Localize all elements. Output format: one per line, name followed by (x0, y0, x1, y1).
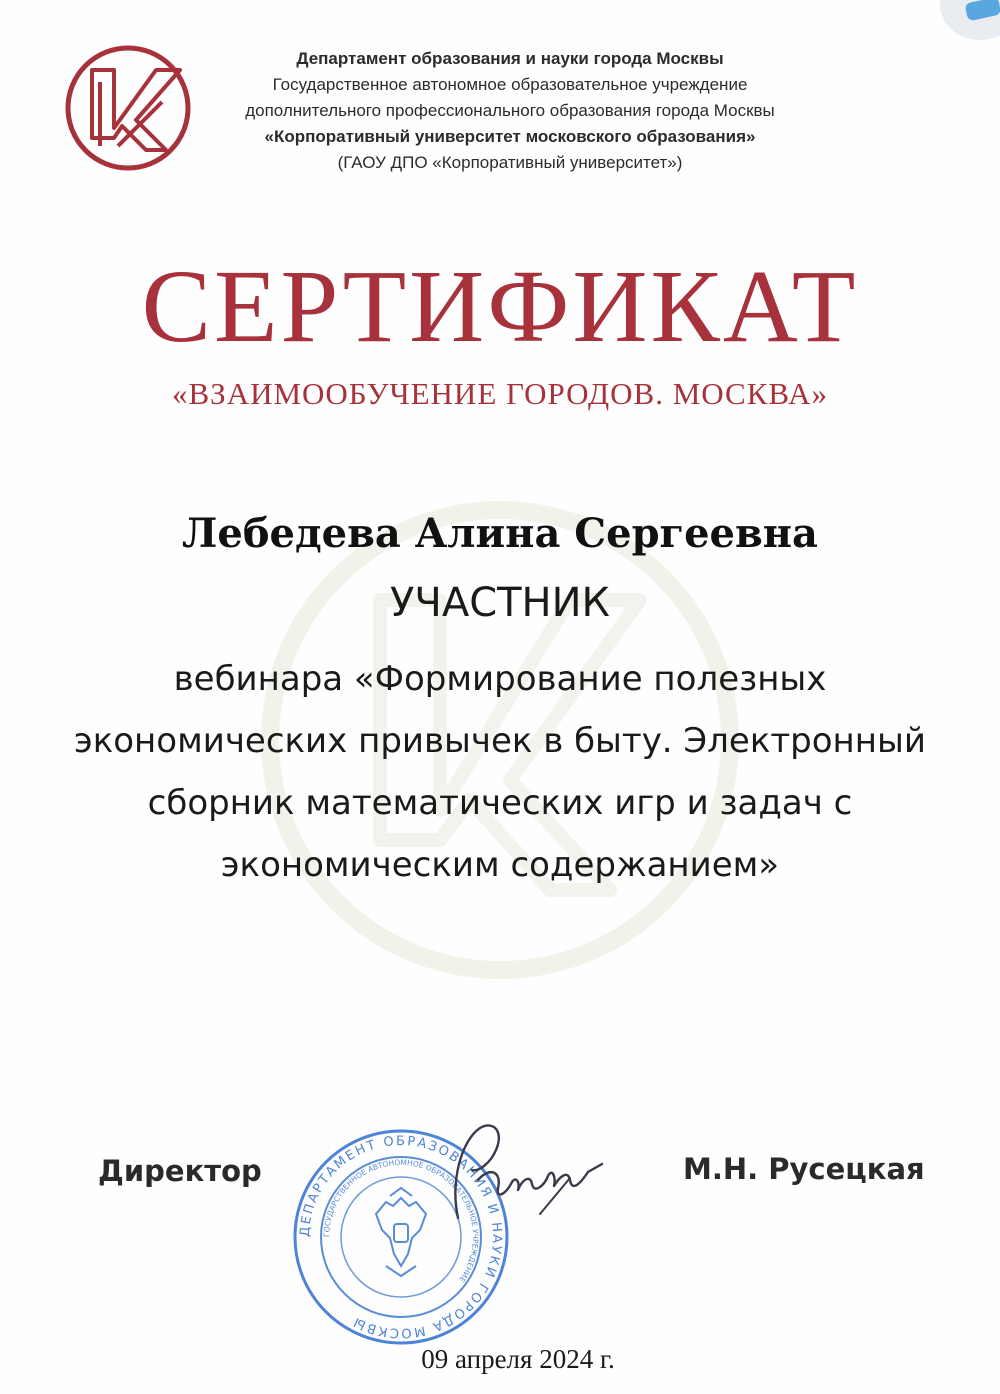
department-name: Департамент образования и науки города Москвы (296, 49, 724, 68)
event-line: сборник математических игр и задач с (147, 783, 853, 823)
event-line: экономическим содержанием» (220, 845, 780, 885)
institution-scope: дополнительного профессионального образования города Москвы (245, 101, 775, 120)
institution-type: Государственное автономное образовательное учреждение (272, 75, 748, 94)
event-line: экономических привычек в быту. Электронный (74, 721, 926, 761)
certificate-subtitle: «ВЗАИМООБУЧЕНИЕ ГОРОДОВ. МОСКВА» (171, 376, 829, 411)
institution-name: «Корпоративный университет московского образования» (264, 127, 756, 146)
signatory-position: Директор (98, 1154, 262, 1188)
organization-header (200, 46, 820, 176)
director-signature-icon (420, 1110, 620, 1230)
recipient-name: Лебедева Алина Сергеевна (182, 510, 818, 557)
stamp-outer-text: ДЕПАРТАМЕНТ ОБРАЗОВАНИЯ И НАУКИ ГОРОДА МОСКВЫ (297, 1133, 505, 1341)
stamp-inner-text: ГОСУДАРСТВЕННОЕ АВТОНОМНОЕ ОБРАЗОВАТЕЛЬНОЕ УЧРЕЖДЕНИЕ (321, 1157, 481, 1284)
issue-date: 09 апреля 2024 г. (421, 1344, 615, 1374)
signatory-name: М.Н. Русецкая (683, 1152, 925, 1186)
event-description (0, 648, 1000, 896)
event-line: вебинара «Формирование полезных (173, 659, 827, 699)
recipient-role: УЧАСТНИК (390, 580, 610, 626)
ku-monogram-logo-icon (62, 42, 194, 174)
certificate-title: СЕРТИФИКАТ (141, 249, 859, 364)
corner-app-icon (940, 0, 1000, 40)
institution-short-name: (ГАОУ ДПО «Корпоративный университет») (337, 153, 683, 172)
